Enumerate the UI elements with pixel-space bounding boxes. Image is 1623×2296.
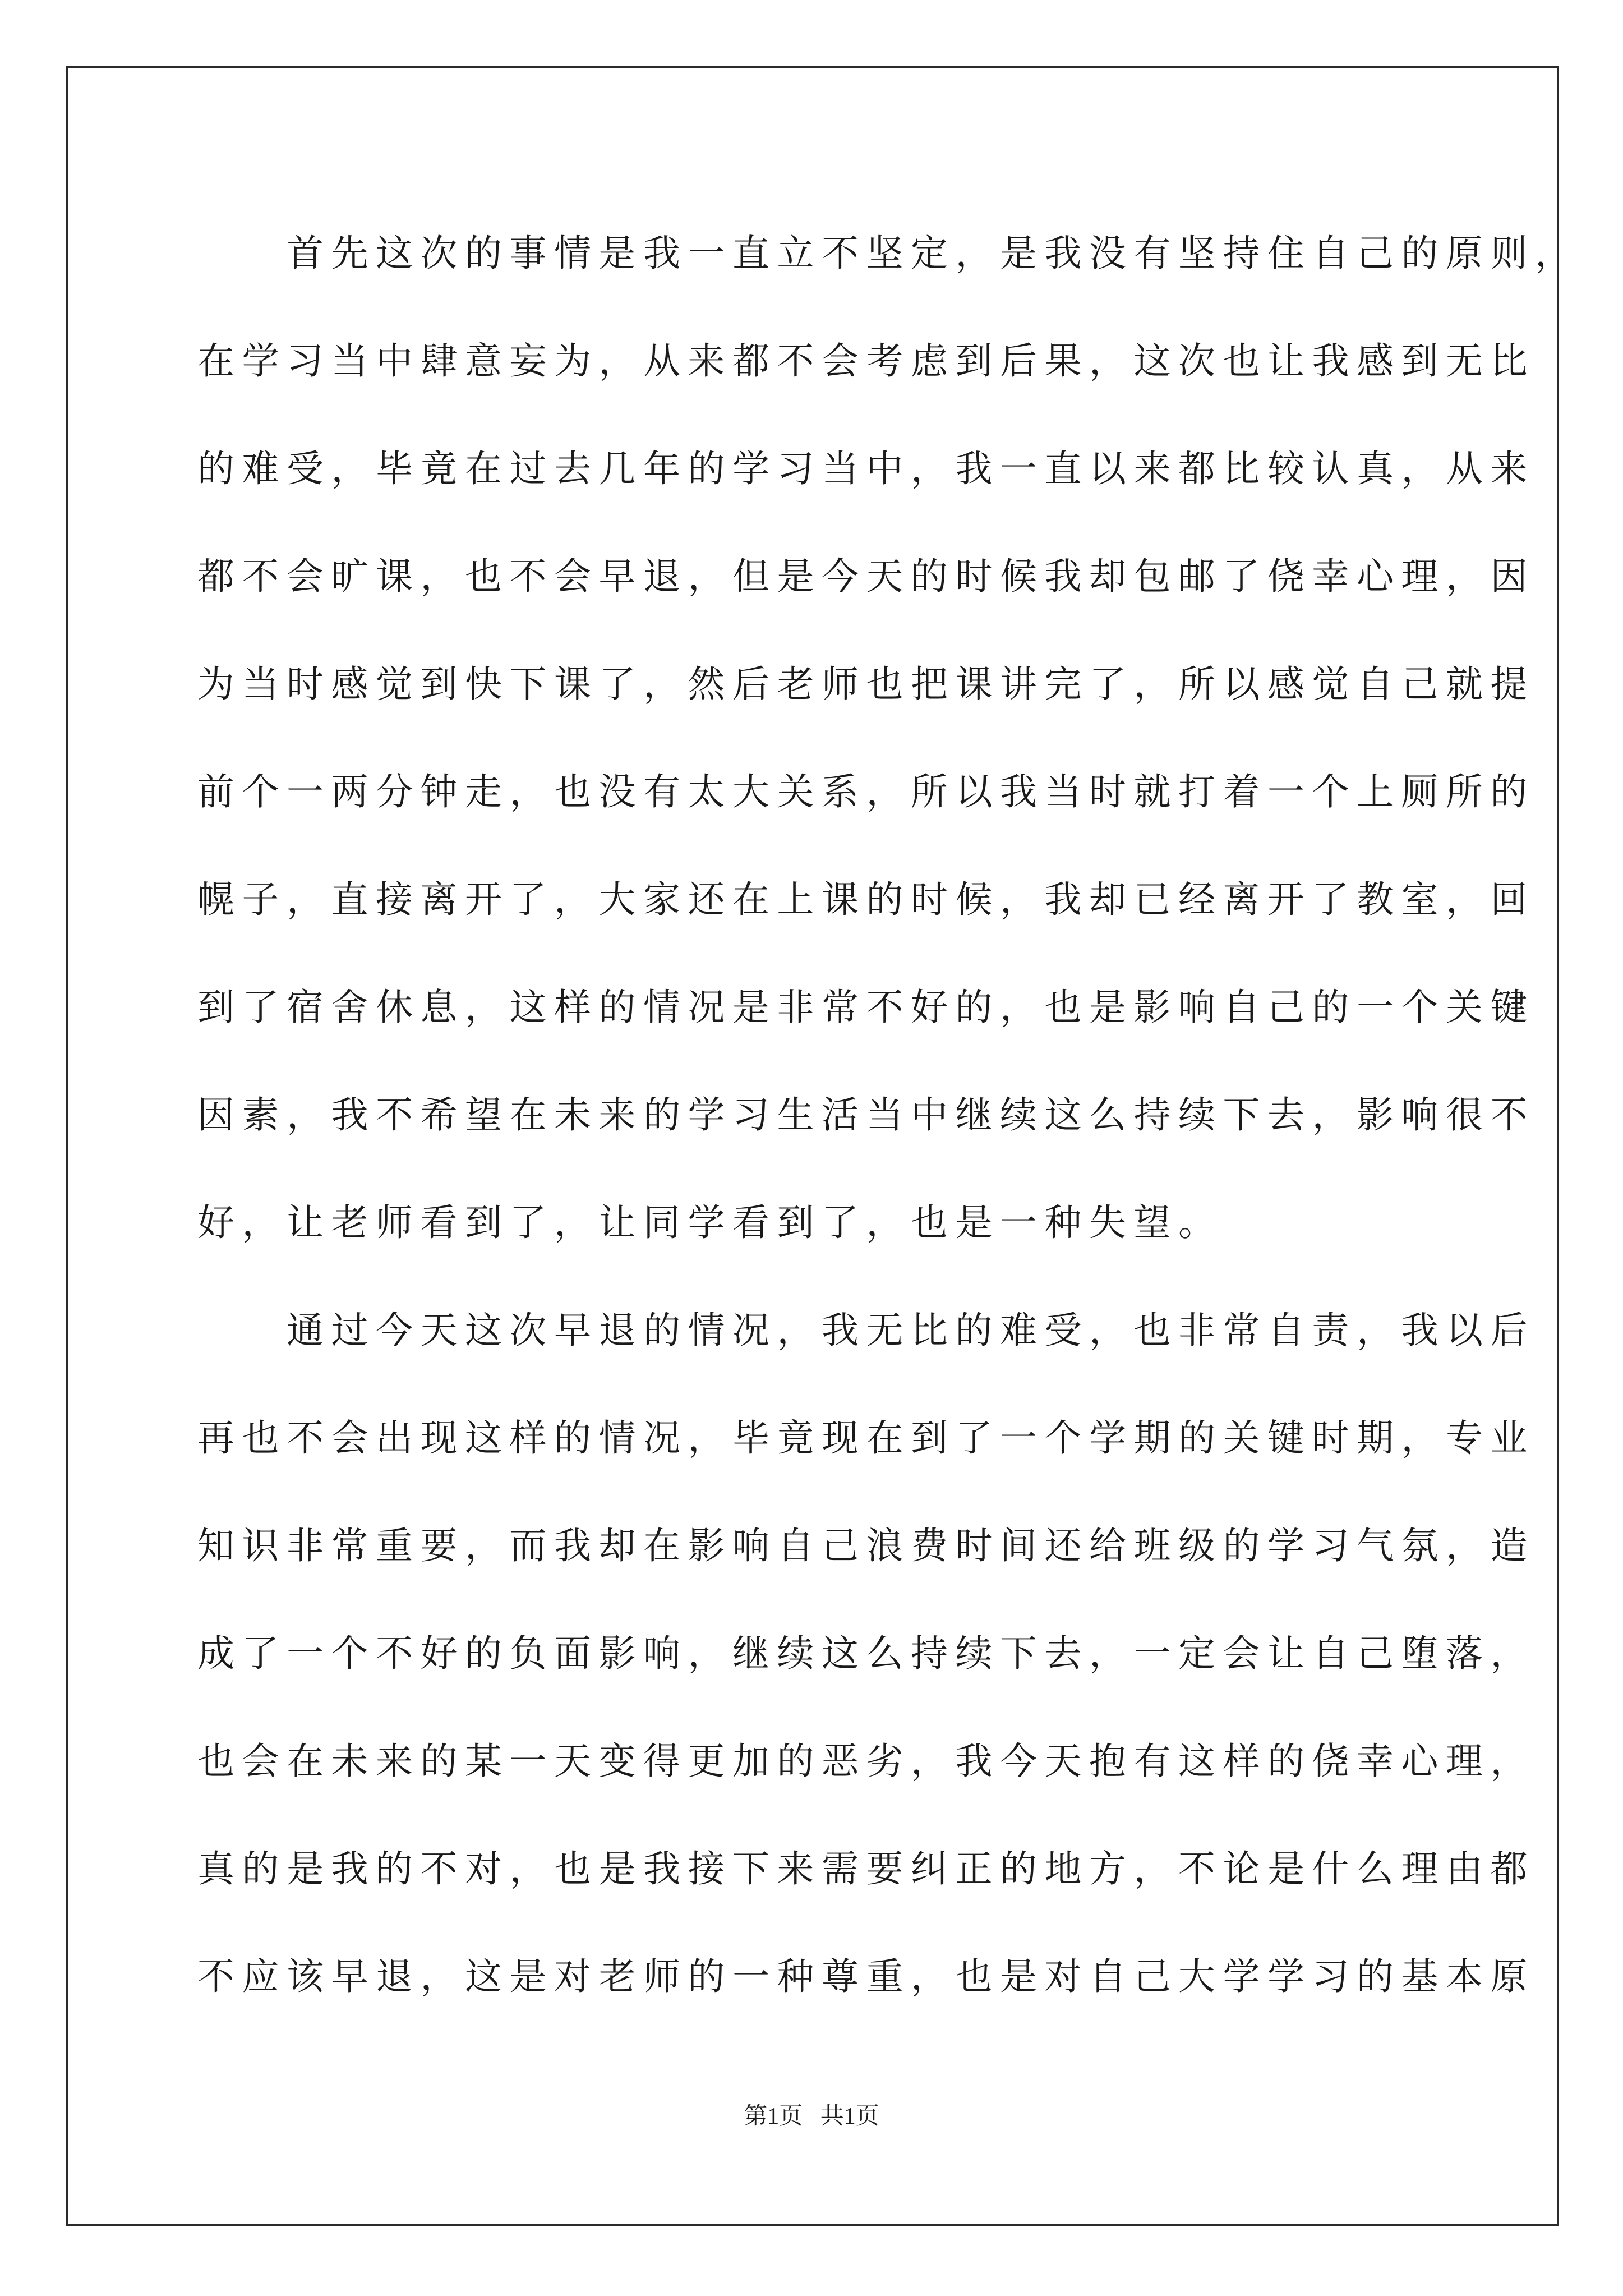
text-line: 为当时感觉到快下课了，然后老师也把课讲完了，所以感觉自己就提 [197, 662, 1535, 706]
text-line: 到了宿舍休息，这样的情况是非常不好的，也是影响自己的一个关键 [197, 986, 1535, 1029]
page-border [66, 66, 1559, 2226]
text-line: 真的是我的不对，也是我接下来需要纠正的地方，不论是什么理由都 [197, 1847, 1535, 1890]
text-line: 知识非常重要，而我却在影响自己浪费时间还给班级的学习气氛，造 [197, 1524, 1535, 1567]
text-line: 不应该早退，这是对老师的一种尊重，也是对自己大学学习的基本原 [197, 1955, 1535, 1998]
text-line: 幌子，直接离开了，大家还在上课的时候，我却已经离开了教室，回 [197, 878, 1535, 921]
page-number-footer: 第1页 共1页 [744, 2104, 879, 2129]
text-line: 前个一两分钟走，也没有太大关系，所以我当时就打着一个上厕所的 [197, 770, 1535, 813]
text-line: 好，让老师看到了，让同学看到了，也是一种失望。 [197, 1201, 1223, 1244]
text-line: 因素，我不希望在未来的学习生活当中继续这么持续下去，影响很不 [197, 1093, 1535, 1137]
text-line: 在学习当中肆意妄为，从来都不会考虑到后果，这次也让我感到无比 [197, 339, 1535, 383]
text-line: 都不会旷课，也不会早退，但是今天的时候我却包邮了侥幸心理，因 [197, 555, 1535, 598]
text-line: 的难受，毕竟在过去几年的学习当中，我一直以来都比较认真，从来 [197, 447, 1535, 490]
text-line: 再也不会出现这样的情况，毕竟现在到了一个学期的关键时期，专业 [197, 1416, 1535, 1460]
text-line: 通过今天这次早退的情况，我无比的难受，也非常自责，我以后 [197, 1309, 1535, 1352]
text-line: 首先这次的事情是我一直立不坚定，是我没有坚持住自己的原则， [197, 232, 1580, 275]
text-line: 也会在未来的某一天变得更加的恶劣，我今天抱有这样的侥幸心理， [197, 1740, 1535, 1783]
text-line: 成了一个不好的负面影响，继续这么持续下去，一定会让自己堕落， [197, 1632, 1535, 1675]
